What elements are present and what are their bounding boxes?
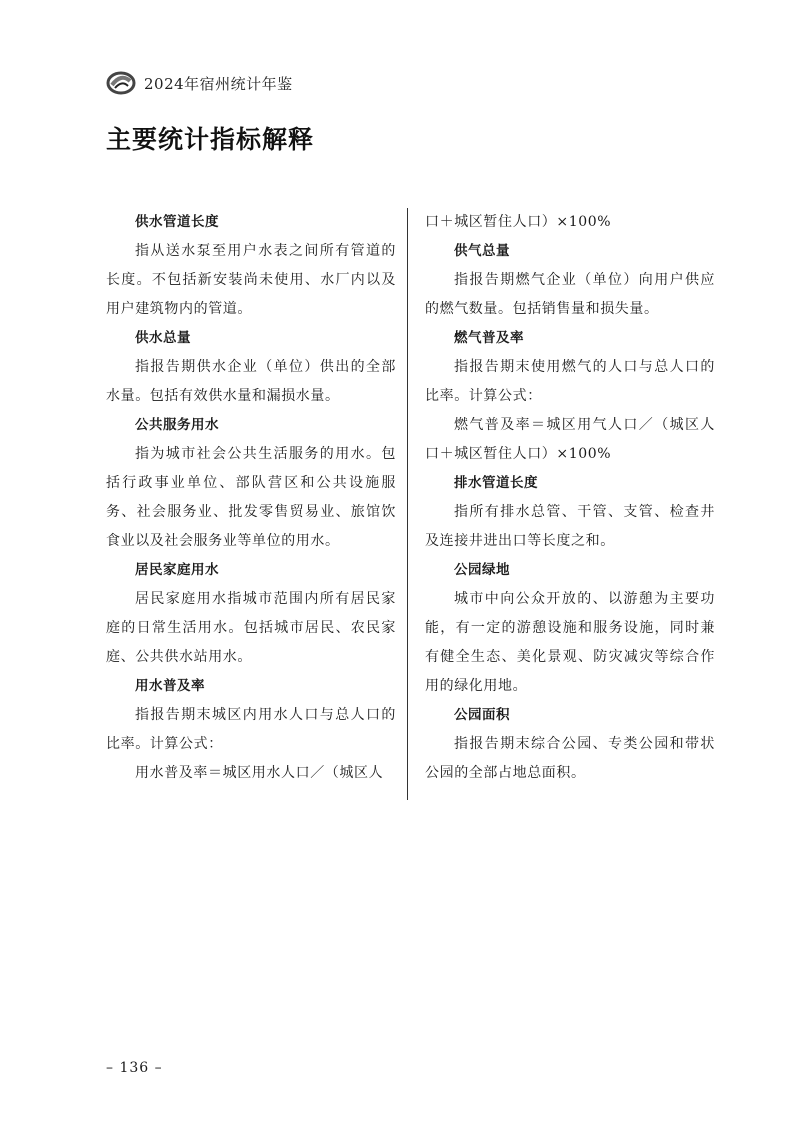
term-definition: 指报告期供水企业（单位）供出的全部水量。包括有效供水量和漏损水量。 xyxy=(106,359,396,404)
formula-continuation: 口＋城区暂住人口）×100% xyxy=(425,214,612,230)
term-definition: 城市中向公众开放的、以游憩为主要功能，有一定的游憩设施和服务设施，同时兼有健全生态、美化景观、防灾减灾等综合作用的绿化用地。 xyxy=(425,591,715,694)
term-definition: 指报告期燃气企业（单位）向用户供应的燃气数量。包括销售量和损失量。 xyxy=(425,272,715,317)
left-column xyxy=(106,208,396,788)
page-header xyxy=(106,68,293,98)
page-title: 主要统计指标解释 xyxy=(106,125,315,154)
right-column xyxy=(425,208,715,788)
term-definition: 指报告期末城区内用水人口与总人口的比率。计算公式： xyxy=(106,707,396,752)
term-definition: 指报告期末使用燃气的人口与总人口的比率。计算公式： xyxy=(425,359,715,404)
term-heading: 公园绿地 xyxy=(454,562,510,578)
yearbook-logo-icon xyxy=(106,71,136,95)
book-title: 2024年宿州统计年鉴 xyxy=(144,74,293,93)
formula-text: 燃气普及率＝城区用气人口／（城区人口＋城区暂住人口）×100% xyxy=(425,417,715,462)
page-number: – 136 – xyxy=(106,1060,163,1076)
term-heading: 供气总量 xyxy=(454,243,510,259)
term-heading: 公园面积 xyxy=(454,707,510,723)
term-definition: 指报告期末综合公园、专类公园和带状公园的全部占地总面积。 xyxy=(425,736,715,781)
column-divider xyxy=(407,208,408,800)
term-definition: 指所有排水总管、干管、支管、检查井及连接井进出口等长度之和。 xyxy=(425,504,715,549)
term-heading: 排水管道长度 xyxy=(454,475,538,491)
term-heading: 用水普及率 xyxy=(135,678,205,694)
term-heading: 供水总量 xyxy=(135,330,191,346)
term-definition: 指从送水泵至用户水表之间所有管道的长度。不包括新安装尚未使用、水厂内以及用户建筑物内的管道。 xyxy=(106,243,396,317)
term-heading: 公共服务用水 xyxy=(135,417,219,433)
term-definition: 居民家庭用水指城市范围内所有居民家庭的日常生活用水。包括城市居民、农民家庭、公共供水站用水。 xyxy=(106,591,396,665)
formula-text: 用水普及率＝城区用水人口／（城区人 xyxy=(135,765,384,781)
term-definition: 指为城市社会公共生活服务的用水。包括行政事业单位、部队营区和公共设施服务、社会服务业、批发零售贸易业、旅馆饮食业以及社会服务业等单位的用水。 xyxy=(106,446,396,549)
term-heading: 燃气普及率 xyxy=(454,330,524,346)
term-heading: 居民家庭用水 xyxy=(135,562,219,578)
term-heading: 供水管道长度 xyxy=(135,214,219,230)
